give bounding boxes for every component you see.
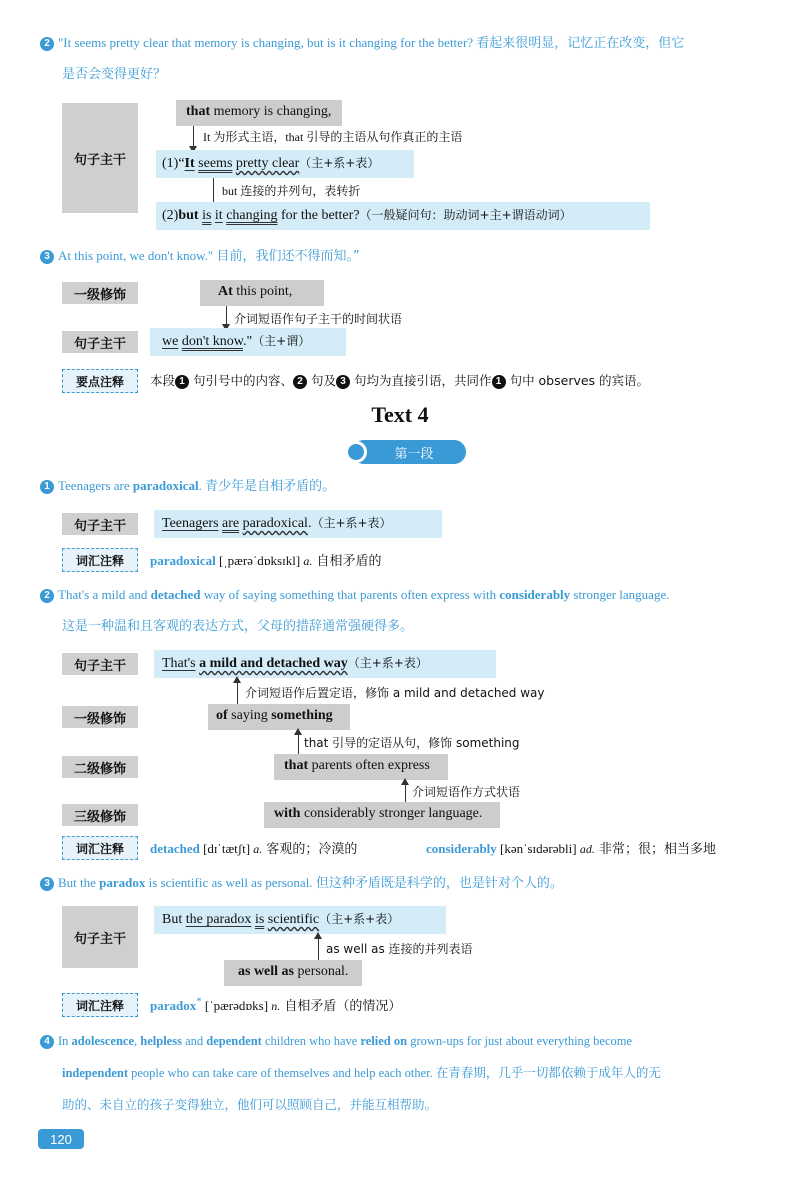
main-clause-line-1: (1)“It seems pretty clear（主+系+表） xyxy=(162,156,380,171)
key-note-text: 本段 1 句引号中的内容、 2 句及 3 句均为直接引语，共同作 1 句中 observes 的宾语。 xyxy=(150,373,650,388)
annotation-time-adverbial: 介词短语作句子主干的时间状语 xyxy=(234,312,403,326)
arrow-up-icon xyxy=(314,932,322,939)
connector-line xyxy=(193,126,194,148)
sentence-number-badge: 4 xyxy=(40,1035,54,1049)
t4-sentence-3-english: 3 But the paradox is scientific as well as personal. 但这种矛盾既是科学的，也是针对个人的。 xyxy=(40,870,563,897)
sentence-2-translation: 是否会变得更好？ xyxy=(62,67,167,82)
sentence-number-badge: 3 xyxy=(40,250,54,264)
phrase-as-well-as: as well as personal. xyxy=(238,964,349,979)
sentence-2-english: 2 "It seems pretty clear that memory is changing, but is it changing for the better? 看起来很明显，记忆正在改变，但它 xyxy=(40,30,684,57)
main-clause-we-dont-know: we don't know."（主+谓） xyxy=(162,334,311,349)
main-clause-thats: That's a mild and detached way（主+系+表） xyxy=(162,656,428,671)
annotation-parallel-predicative: as well as 连接的并列表语 xyxy=(326,942,473,956)
t4-sentence-2-translation: 这是一种温和且客观的表达方式，父母的措辞通常强硬得多。 xyxy=(62,619,414,634)
t4-sentence-4-translation: 助的、未自立的孩子变得独立，他们可以照顾自己，并能互相帮助。 xyxy=(62,1097,438,1112)
annotation-attributive-clause: that 引导的定语从句，修饰 something xyxy=(304,736,520,750)
page-number: 120 xyxy=(38,1129,84,1149)
annotation-postpositive-attribute: 介词短语作后置定语，修饰 a mild and detached way xyxy=(245,686,545,700)
arrow-up-icon xyxy=(401,778,409,785)
vocab-note-paradoxical: paradoxical [ˌpærəˈdɒksɪkl] a. 自相矛盾的 xyxy=(150,553,382,569)
main-clause-but-paradox: But the paradox is scientific（主+系+表） xyxy=(162,912,400,927)
t4-sentence-4-english-line-1: 4 In adolescence, helpless and dependent children who have relied on grown-ups for just about everything become xyxy=(40,1028,632,1054)
annotation-but-conjunction: but 连接的并列句，表转折 xyxy=(222,184,361,198)
vocab-note-paradox: paradox* [ˈpærədɒks] n. 自相矛盾（的情况） xyxy=(150,995,402,1014)
sentence-number-badge: 2 xyxy=(40,37,54,51)
t4-sentence-2-english: 2 That's a mild and detached way of saying something that parents often express with considerably stronger language. xyxy=(40,582,669,608)
key-note-label: 要点注释 xyxy=(62,369,138,393)
main-clause-line-2: (2)but is it changing for the better?（一般疑问句：助动词+主+谓语动词） xyxy=(162,208,572,223)
magnifier-icon xyxy=(345,441,367,463)
label-third-modifier: 三级修饰 xyxy=(62,804,138,826)
label-main-clause: 句子主干 xyxy=(62,906,138,968)
sentence-number-badge: 2 xyxy=(40,589,54,603)
sentence-3-english: 3 At this point, we don't know." 目前，我们还不得而知。” xyxy=(40,243,360,270)
arrow-up-icon xyxy=(294,728,302,735)
paragraph-pill: 第一段 xyxy=(352,440,466,464)
sentence-number-badge: 3 xyxy=(40,877,54,891)
phrase-of-saying-something: of saying something xyxy=(216,708,333,723)
connector-line xyxy=(213,178,214,202)
main-clause-teenagers: Teenagers are paradoxical.（主+系+表） xyxy=(162,516,392,531)
connector-line xyxy=(226,306,227,326)
label-first-modifier: 一级修饰 xyxy=(62,706,138,728)
t4-sentence-1-english: 1 Teenagers are paradoxical. 青少年是自相矛盾的。 xyxy=(40,473,335,500)
phrase-with-considerably: with considerably stronger language. xyxy=(274,806,483,821)
vocab-note-label: 词汇注释 xyxy=(62,548,138,572)
vocab-note-label: 词汇注释 xyxy=(62,836,138,860)
phrase-that-parents-express: that parents often express xyxy=(284,758,430,773)
annotation-manner-adverbial: 介词短语作方式状语 xyxy=(412,785,521,799)
vocab-note-label: 词汇注释 xyxy=(62,993,138,1017)
t4-sentence-4-english-line-2: independent people who can take care of themselves and help each other. 在青春期，几乎一切都依赖于成年人的无 xyxy=(62,1065,661,1080)
phrase-that-memory: that memory is changing, xyxy=(186,104,332,119)
label-main-clause: 句子主干 xyxy=(62,653,138,675)
sentence-number-badge: 1 xyxy=(40,480,54,494)
label-main-clause: 句子主干 xyxy=(62,513,138,535)
label-main-clause: 句子主干 xyxy=(62,331,138,353)
phrase-at-this-point: At this point, xyxy=(218,284,293,299)
vocab-note-detached: detached [dɪˈtætʃt] a. 客观的；冷漠的 xyxy=(150,841,358,857)
label-second-modifier: 二级修饰 xyxy=(62,756,138,778)
section-title: Text 4 xyxy=(371,402,429,427)
label-main-clause: 句子主干 xyxy=(62,103,138,213)
annotation-formal-subject: It 为形式主语，that 引导的主语从句作真正的主语 xyxy=(203,130,463,144)
label-first-modifier: 一级修饰 xyxy=(62,282,138,304)
vocab-note-considerably: considerably [kənˈsɪdərəbli] ad. 非常；很；相当多地 xyxy=(426,841,716,857)
arrow-up-icon xyxy=(233,676,241,683)
